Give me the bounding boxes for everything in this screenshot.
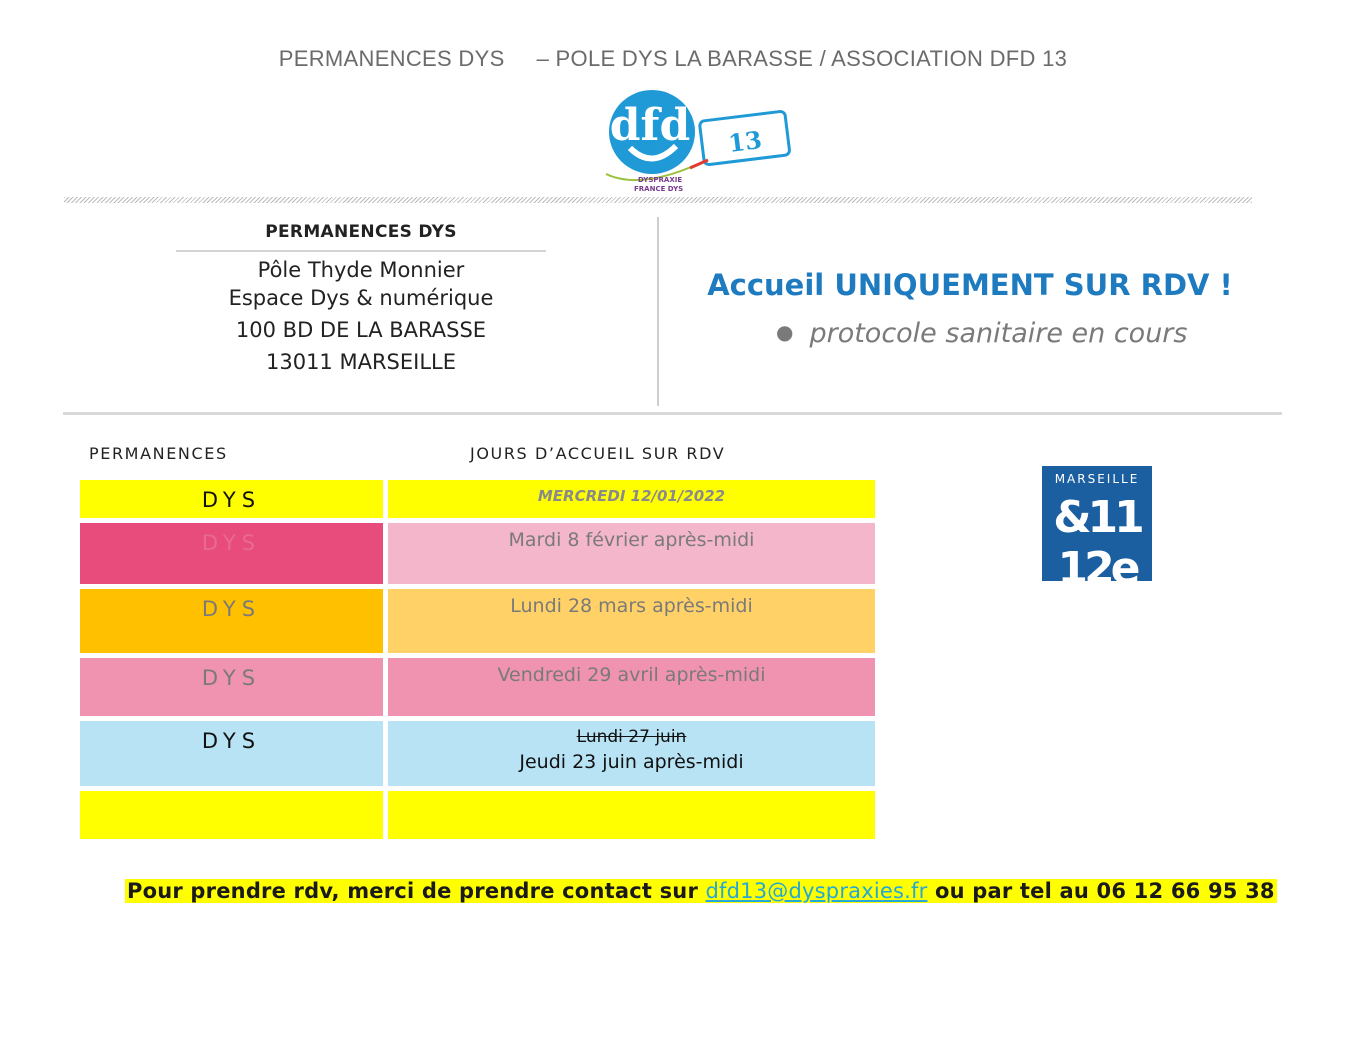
horizontal-divider (63, 412, 1282, 415)
page-title: PERMANENCES DYS – POLE DYS LA BARASSE / ASSOCIATION DFD 13 (278, 46, 1068, 71)
address-title: PERMANENCES DYS (265, 222, 457, 242)
date-cell (388, 589, 875, 653)
appointment-date: Vendredi 29 avril après-midi (497, 664, 766, 686)
permanence-cell (80, 721, 383, 786)
permanence-label (80, 791, 383, 799)
logo-badge: 13 (726, 125, 764, 158)
permanence-label: DYS (201, 488, 262, 512)
permanence-cell (80, 523, 383, 584)
contact-suffix: ou par tel au 06 12 66 95 38 (927, 879, 1275, 903)
address-rule (176, 250, 546, 252)
cancelled-date: Lundi 27 juin (576, 727, 687, 747)
appointment-date (388, 791, 875, 797)
partner-logo-mark: &11 12e (1053, 492, 1141, 594)
marseille-11-12-logo (1042, 466, 1152, 594)
appointment-date: MERCREDI 12/01/2022 (537, 487, 726, 505)
notice-title: Accueil UNIQUEMENT SUR RDV ! (707, 268, 1233, 302)
dfd13-logo (600, 86, 795, 196)
partner-logo-city: MARSEILLE (1054, 472, 1140, 486)
permanence-label: DYS (201, 729, 262, 753)
hatched-divider (64, 197, 1252, 203)
appointment-date: Jeudi 23 juin après-midi (519, 751, 744, 773)
logo-text: dfd (609, 100, 691, 151)
permanence-cell (80, 480, 383, 518)
appointment-date: Mardi 8 février après-midi (508, 529, 755, 551)
notice-bullet (776, 318, 1187, 349)
permanence-cell (80, 791, 383, 839)
logo-subtitle-2: FRANCE DYS (634, 185, 684, 193)
notice-bullet-text: protocole sanitaire en cours (809, 318, 1188, 349)
permanence-label: DYS (201, 597, 262, 621)
address-line-1: Pôle Thyde Monnier (257, 258, 465, 282)
address-line-2: Espace Dys & numérique (228, 286, 494, 310)
address-block (64, 218, 658, 376)
vertical-divider (657, 217, 659, 406)
bullet-icon: ● (776, 320, 794, 344)
permanence-label: DYS (201, 531, 262, 555)
permanence-label: DYS (201, 666, 262, 690)
column-header-permanences: PERMANENCES (89, 444, 228, 463)
date-cell (388, 523, 875, 584)
date-cell (388, 658, 875, 716)
address-line-3: 100 BD DE LA BARASSE (235, 318, 487, 342)
date-cell (388, 480, 875, 518)
contact-email-link[interactable]: dfd13@dyspraxies.fr (705, 879, 928, 903)
permanence-cell (80, 658, 383, 716)
appointment-date: Lundi 28 mars après-midi (510, 595, 753, 617)
column-header-days: JOURS D’ACCUEIL SUR RDV (470, 444, 726, 463)
address-line-4: 13011 MARSEILLE (265, 350, 456, 374)
date-cell (388, 721, 875, 786)
date-cell (388, 791, 875, 839)
contact-prefix: Pour prendre rdv, merci de prendre contact sur (127, 879, 706, 903)
logo-subtitle-1: DYSPRAXIE (638, 176, 683, 184)
permanence-cell (80, 589, 383, 653)
contact-line (125, 879, 1277, 903)
